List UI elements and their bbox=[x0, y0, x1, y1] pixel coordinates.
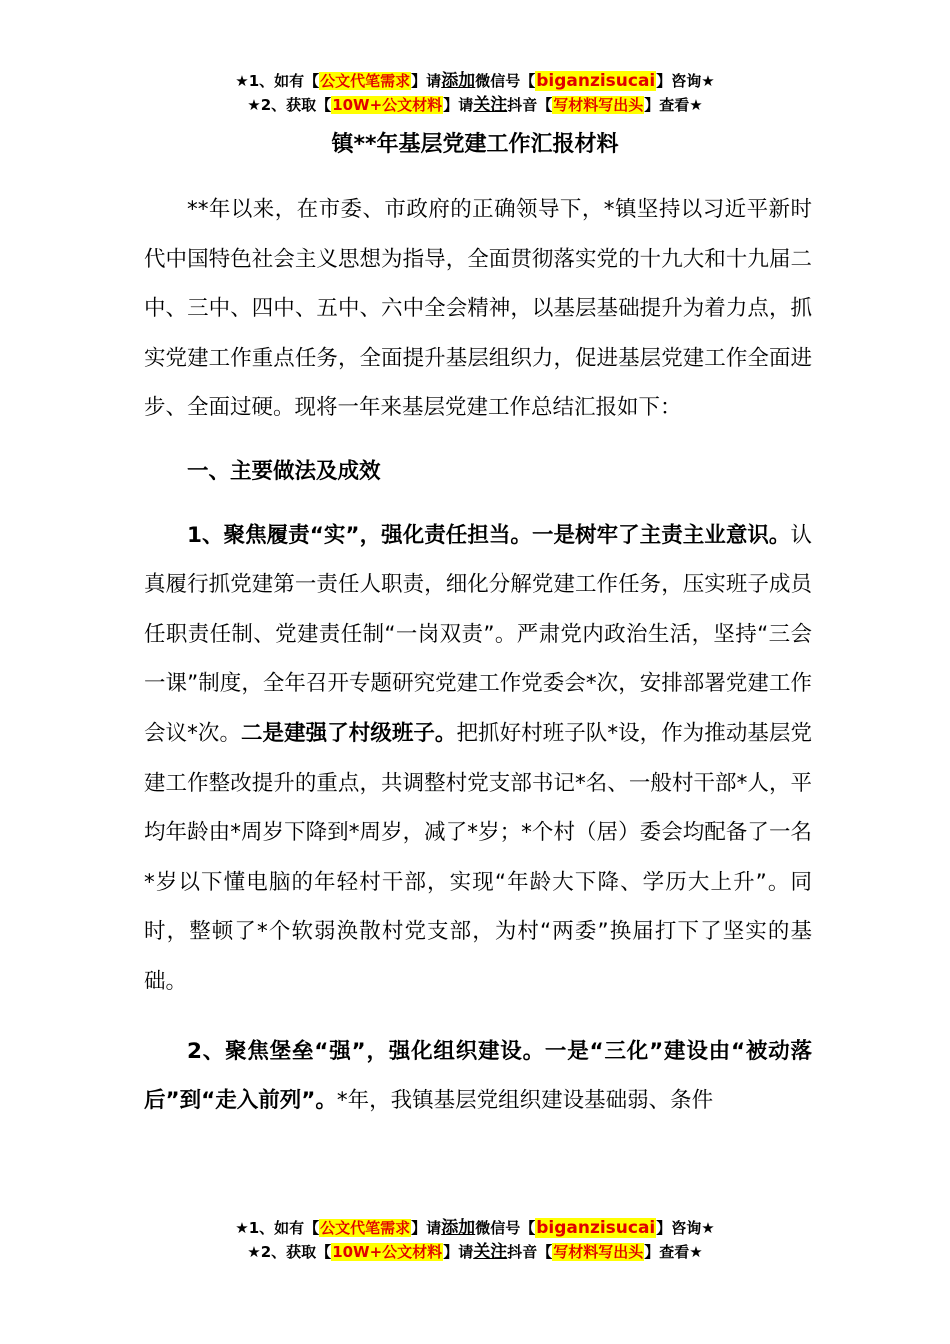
promo-line-1 bbox=[0, 1216, 950, 1240]
star-icon: ★ bbox=[247, 1243, 261, 1261]
paragraph-text: 把抓好村班子队*设，作为推动基层党建工作整改提升的重点，共调整村党支部书记*名、一般村干部*人，平均年龄由*周岁下降到*周岁，减了*岁；*个村（居）委会均配备了一名*岁以下懂电脑的年轻村干部，实现“年龄大下降、学历大上升”。同时，整顿了*个软弱涣散村党支部，为村“两委”换届打下了坚实的基础。 bbox=[144, 720, 812, 994]
promo-text: 】查看 bbox=[644, 96, 690, 114]
bold-lead: 1、聚焦履责“实”，强化责任担当。一是树牢了主责主业意识。 bbox=[187, 522, 791, 548]
highlight-service: 公文代笔需求 bbox=[320, 72, 411, 90]
star-icon: ★ bbox=[701, 72, 715, 90]
star-icon: ★ bbox=[689, 96, 703, 114]
star-icon: ★ bbox=[689, 1243, 703, 1261]
underlined-keyword: 添加 bbox=[441, 1218, 476, 1238]
paragraph-text: *年，我镇基层党组织建设基础弱、条件 bbox=[336, 1088, 714, 1114]
promo-text: 1、如有【 bbox=[248, 72, 320, 90]
paragraph-section-2 bbox=[144, 1027, 812, 1126]
star-icon: ★ bbox=[235, 72, 249, 90]
promo-text: 2、获取【 bbox=[260, 1243, 332, 1261]
underlined-keyword: 添加 bbox=[441, 71, 476, 91]
intro-paragraph: **年以来，在市委、市政府的正确领导下，*镇坚持以习近平新时代中国特色社会主义思想为指导，全面贯彻落实党的十九大和十九届二中、三中、四中、五中、六中全会精神，以基层基础提升为着力点，抓实党建工作重点任务，全面提升基层组织力，促进基层党建工作全面进步、全面过硬。现将一年来基层党建工作总结汇报如下： bbox=[144, 197, 812, 421]
underlined-keyword: 关注 bbox=[473, 95, 508, 115]
promo-text: 2、获取【 bbox=[260, 96, 332, 114]
star-icon: ★ bbox=[247, 96, 261, 114]
promo-text: 抖音【 bbox=[507, 1243, 553, 1261]
paragraph-section-1 bbox=[144, 511, 812, 1007]
promo-line-2 bbox=[0, 1240, 950, 1264]
star-icon: ★ bbox=[235, 1219, 249, 1237]
promo-text: 】请 bbox=[443, 1243, 474, 1261]
highlight-douyin: 写材料写出头 bbox=[553, 96, 644, 114]
document-body bbox=[144, 185, 812, 1126]
promo-text: 】请 bbox=[443, 96, 474, 114]
promo-text: 微信号【 bbox=[475, 1219, 536, 1237]
paragraph-text: 认真履行抓党建第一责任人职责，细化分解党建工作任务，压实班子成员任职责任制、党建责任制“一岗双责”。严肃党内政治生活，坚持“三会一课”制度，全年召开专题研究党建工作党委会*次，安排部署党建工作会议*次。 bbox=[144, 522, 812, 746]
highlight-materials: 10W+公文材料 bbox=[332, 96, 443, 114]
highlight-service: 公文代笔需求 bbox=[320, 1219, 411, 1237]
highlight-wechat-id: biganzisucai bbox=[536, 1218, 656, 1238]
highlight-douyin: 写材料写出头 bbox=[553, 1243, 644, 1261]
promo-text: 】查看 bbox=[644, 1243, 690, 1261]
highlight-wechat-id: biganzisucai bbox=[536, 71, 656, 91]
promo-text: 抖音【 bbox=[507, 96, 553, 114]
header-promo bbox=[0, 69, 950, 117]
highlight-materials: 10W+公文材料 bbox=[332, 1243, 443, 1261]
underlined-keyword: 关注 bbox=[473, 1242, 508, 1262]
star-icon: ★ bbox=[701, 1219, 715, 1237]
document-title: 镇**年基层党建工作汇报材料 bbox=[331, 132, 619, 157]
footer-promo bbox=[0, 1216, 950, 1264]
promo-line-1 bbox=[0, 69, 950, 93]
promo-text: 1、如有【 bbox=[248, 1219, 320, 1237]
promo-line-2 bbox=[0, 93, 950, 117]
bold-lead: 2、聚焦堡垒“强”，强化组织建设。一是“三化”建设由“被动落后”到“走入前列”。 bbox=[144, 1038, 812, 1114]
section-heading: 一、主要做法及成效 bbox=[187, 458, 381, 484]
bold-lead: 二是建强了村级班子。 bbox=[241, 720, 457, 746]
promo-text: 】咨询 bbox=[656, 72, 702, 90]
promo-text: 】咨询 bbox=[656, 1219, 702, 1237]
promo-text: 】请 bbox=[411, 1219, 442, 1237]
promo-text: 】请 bbox=[411, 72, 442, 90]
promo-text: 微信号【 bbox=[475, 72, 536, 90]
